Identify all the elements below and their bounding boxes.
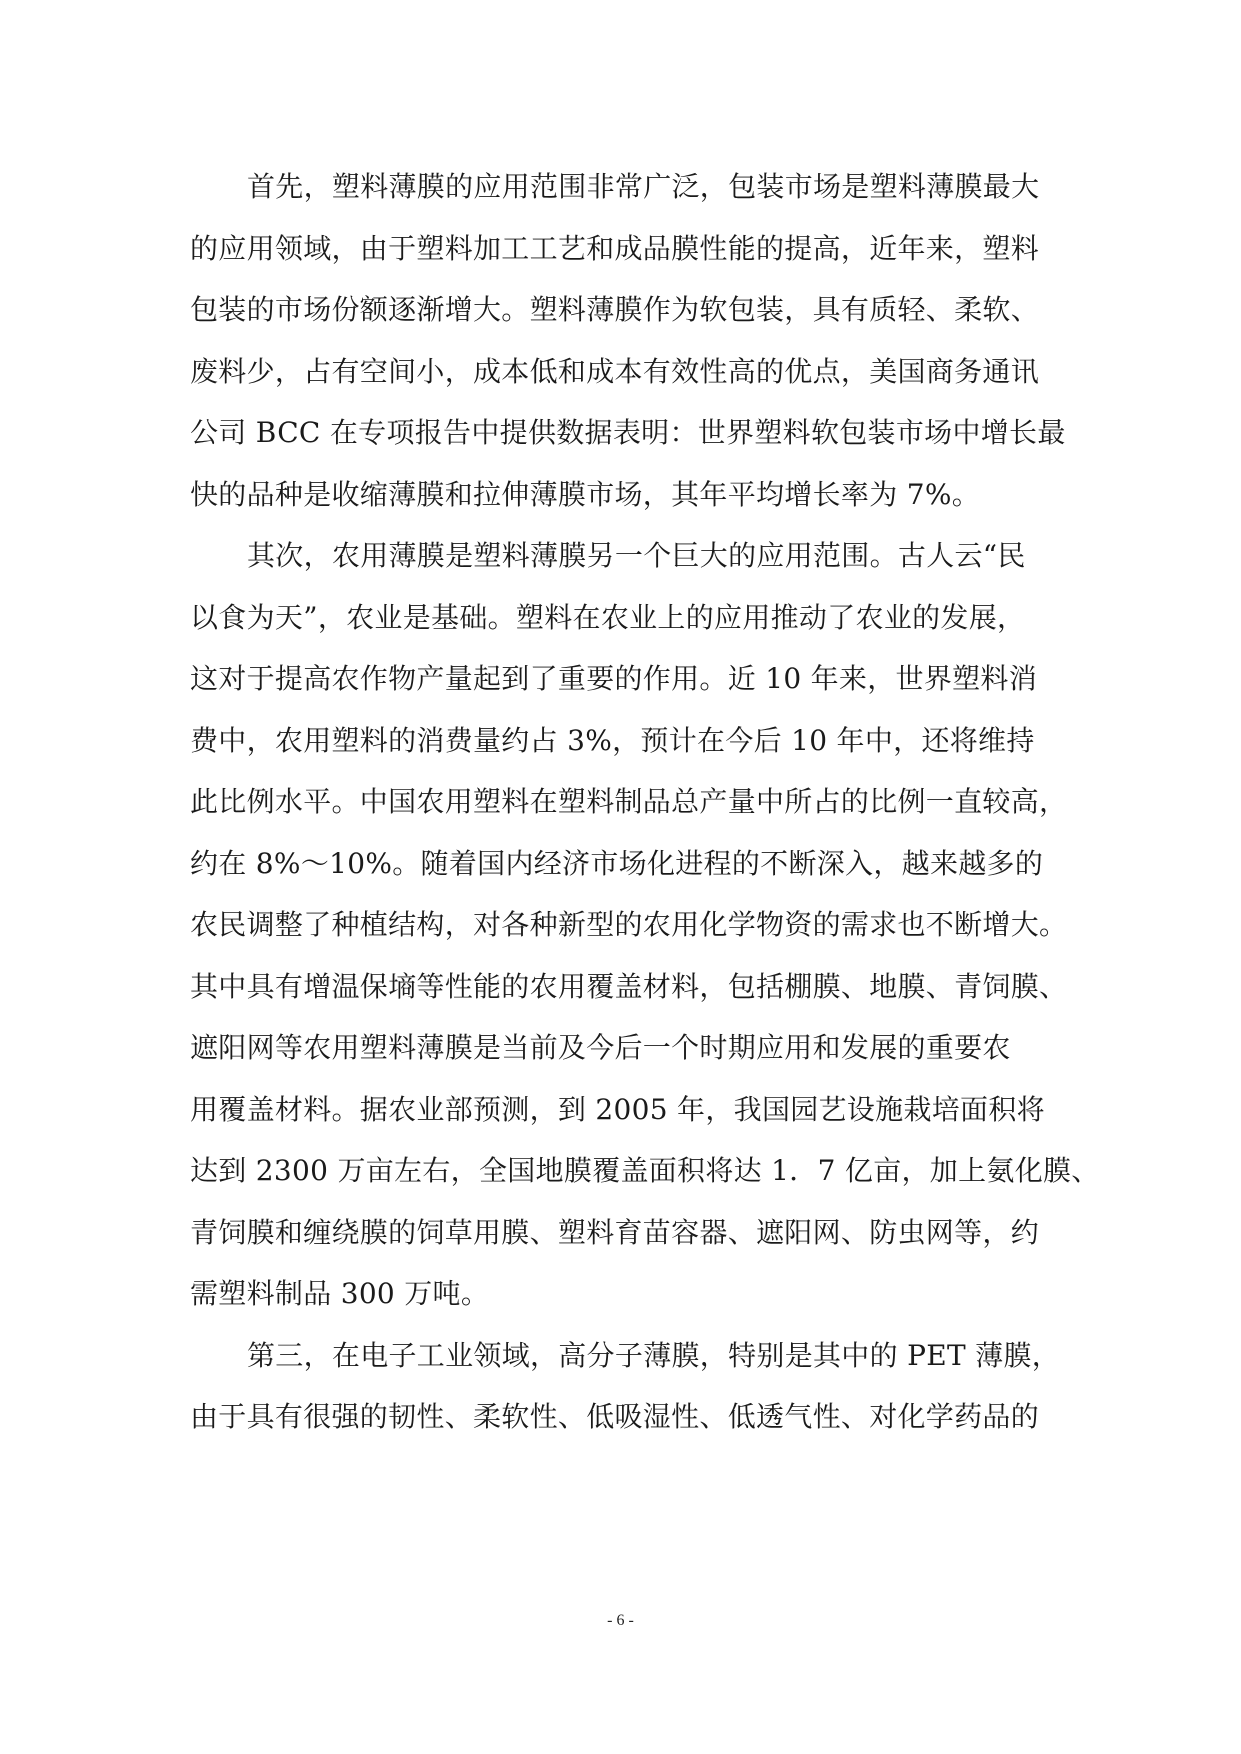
paragraph-1-line-6: 快的品种是收缩薄膜和拉伸薄膜市场，其年平均增长率为 7%。 (190, 477, 981, 511)
paragraph-2-line-5: 此比例水平。中国农用塑料在塑料制品总产量中所占的比例一直较高， (190, 785, 1068, 818)
paragraph-2-line-9: 遮阳网等农用塑料薄膜是当前及今后一个时期应用和发展的重要农 (190, 1031, 1011, 1064)
paragraph-2-line-4: 费中，农用塑料的消费量约占 3%，预计在今后 10 年中，还将维持 (190, 723, 1035, 757)
paragraph-1-line-4: 废料少，占有空间小，成本低和成本有效性高的优点，美国商务通讯 (190, 354, 1040, 388)
paragraph-2-line-13: 需塑料制品 300 万吨。 (190, 1277, 490, 1310)
paragraph-1-line-5: 公司 BCC 在专项报告中提供数据表明：世界塑料软包装市场中增长最 (190, 416, 1066, 449)
paragraph-2-line-10: 用覆盖材料。据农业部预测，到 2005 年，我国园艺设施栽培面积将 (190, 1092, 1045, 1126)
page-number: - 6 - (607, 1612, 634, 1629)
paragraph-3-line-1: 第三，在电子工业领域，高分子薄膜，特别是其中的 PET 薄膜， (247, 1338, 1061, 1372)
paragraph-2-line-6: 约在 8%～10%。随着国内经济市场化进程的不断深入，越来越多的 (190, 846, 1044, 880)
paragraph-2-line-1: 其次，农用薄膜是塑料薄膜另一个巨大的应用范围。古人云“民 (247, 539, 1026, 572)
body-text (190, 156, 1100, 1448)
paragraph-1-line-3: 包装的市场份额逐渐增大。塑料薄膜作为软包装，具有质轻、柔软、 (190, 293, 1040, 326)
paragraph-2-line-7: 农民调整了种植结构，对各种新型的农用化学物资的需求也不断增大。 (190, 908, 1068, 941)
paragraph-3-line-2: 由于具有很强的韧性、柔软性、低吸湿性、低透气性、对化学药品的 (190, 1400, 1040, 1433)
paragraph-2-line-3: 这对于提高农作物产量起到了重要的作用。近 10 年来，世界塑料消 (190, 662, 1038, 695)
paragraph-2-line-11: 达到 2300 万亩左右，全国地膜覆盖面积将达 1．7 亿亩，加上氨化膜、 (190, 1154, 1100, 1187)
paragraph-1-line-2: 的应用领域，由于塑料加工工艺和成品膜性能的提高，近年来，塑料 (190, 231, 1040, 265)
paragraph-2-line-2: 以食为天”，农业是基础。塑料在农业上的应用推动了农业的发展， (190, 600, 1026, 634)
paragraph-2-line-8: 其中具有增温保墒等性能的农用覆盖材料，包括棚膜、地膜、青饲膜、 (190, 969, 1068, 1003)
paragraph-1-line-1: 首先，塑料薄膜的应用范围非常广泛，包装市场是塑料薄膜最大 (247, 170, 1040, 203)
paragraph-2-line-12: 青饲膜和缠绕膜的饲草用膜、塑料育苗容器、遮阳网、防虫网等，约 (190, 1215, 1040, 1249)
